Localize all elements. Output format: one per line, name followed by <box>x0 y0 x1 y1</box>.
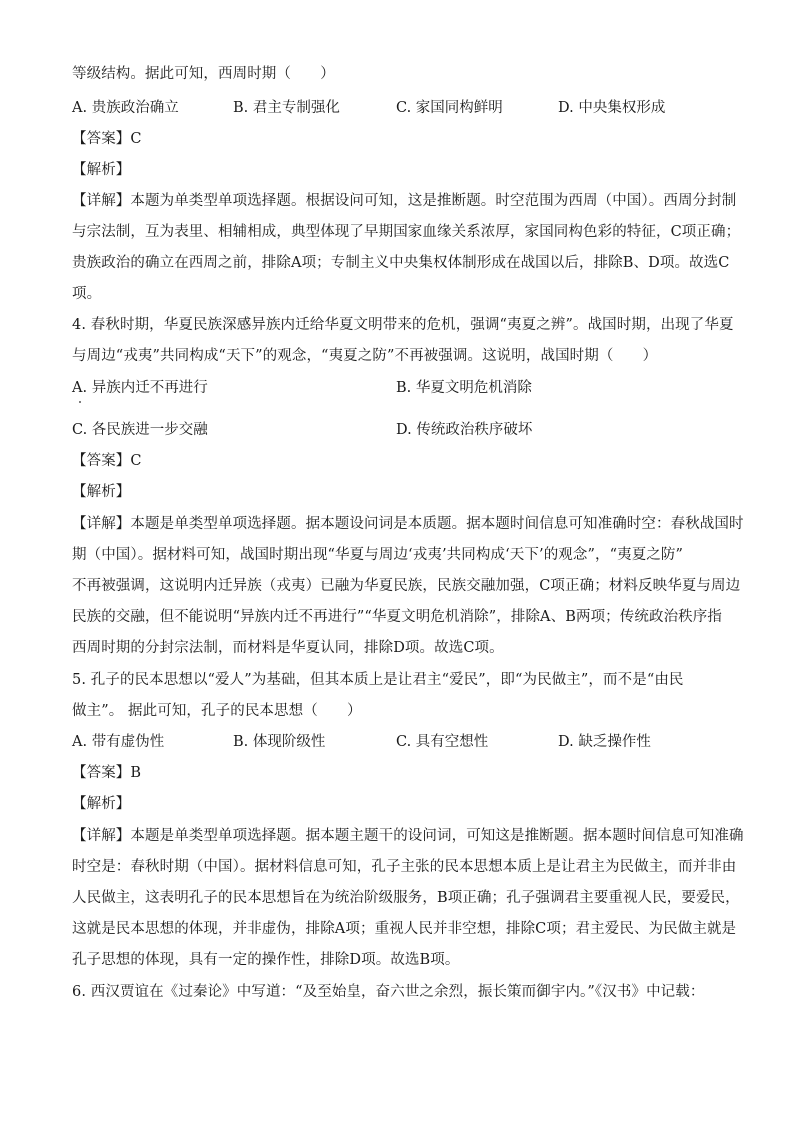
q4-stem-line: 4. 春秋时期，华夏民族深感异族内迁给华夏文明带来的危机，强调“夷夏之辨”。战国时期，出现了华夏 <box>72 317 734 333</box>
q5-option-a: A. 带有虚伪性 <box>72 734 165 750</box>
q5-stem-line: 做主”。 据此可知，孔子的民本思想（ ） <box>72 703 362 719</box>
q4-detail-line: 不再被强调，这说明内迁异族（戎夷）已融为华夏民族，民族交融加强，C项正确；材料反映华夏与周边 <box>72 578 741 594</box>
q5-option-b: B. 体现阶级性 <box>233 734 326 750</box>
q4-detail-line: 西周时期的分封宗法制，而材料是华夏认同，排除D项。故选C项。 <box>72 640 504 656</box>
q5-option-c: C. 具有空想性 <box>396 734 489 750</box>
q4-option-c: C. 各民族进一步交融 <box>72 422 208 438</box>
q5-detail-line: 人民做主，这表明孔子的民本思想旨在为统治阶级服务，B项正确；孔子强调君主要重视人民，要爱民， <box>72 890 740 906</box>
q5-analysis-heading: 【解析】 <box>72 796 131 812</box>
q3-option-d: D. 中央集权形成 <box>558 100 666 116</box>
q5-stem-line: 5. 孔子的民本思想以“爱人”为基础，但其本质上是让君主“爱民”，即“为民做主”，而不是“由民 <box>72 672 684 688</box>
q3-analysis-heading: 【解析】 <box>72 162 131 178</box>
q4-option-d: D. 传统政治秩序破坏 <box>396 422 533 438</box>
q4-detail-line: 民族的交融，但不能说明“异族内迁不再进行”“华夏文明危机消除”，排除A、B两项；传统政治秩序指 <box>72 609 722 625</box>
q5-detail-line: 这就是民本思想的体现，并非虚伪，排除A项；重视人民并非空想，排除C项；君主爱民、为民做主就是 <box>72 921 737 937</box>
q4-detail-line: 【详解】本题是单类型单项选择题。据本题设问词是本质题。据本题时间信息可知准确时空：春秋战国时 <box>72 516 744 532</box>
q4-option-b: B. 华夏文明危机消除 <box>396 380 532 396</box>
q3-detail-line: 【详解】本题为单类型单项选择题。根据设问可知，这是推断题。时空范围为西周（中国）。西周分封制 <box>72 193 737 209</box>
q4-analysis-heading: 【解析】 <box>72 484 131 500</box>
q3-detail-line: 贵族政治的确立在西周之前，排除A项；专制主义中央集权体制形成在战国以后，排除B、D项。故选C <box>72 255 730 271</box>
stray-mark <box>79 401 81 403</box>
q4-detail-line: 期（中国）。据材料可知，战国时期出现“华夏与周边‘戎夷’共同构成‘天下’的观念”，“夷夏之防” <box>72 547 684 563</box>
q3-option-a: A. 贵族政治确立 <box>72 100 179 116</box>
q5-detail-line: 孔子思想的体现，具有一定的操作性，排除D项。故选B项。 <box>72 952 460 968</box>
q3-detail-line: 与宗法制，互为表里、相辅相成，典型体现了早期国家血缘关系浓厚，家国同构色彩的特征，C项正确； <box>72 224 741 240</box>
q6-stem-line: 6. 西汉贾谊在《过秦论》中写道：“及至始皇，奋六世之余烈，振长策而御宇内。”《汉书》中记载： <box>72 984 705 1000</box>
q3-answer: 【答案】C <box>72 131 142 147</box>
q5-answer: 【答案】B <box>72 765 142 781</box>
q3-stem-tail: 等级结构。据此可知，西周时期（ ） <box>72 66 335 82</box>
q3-option-b: B. 君主专制强化 <box>233 100 340 116</box>
q5-option-d: D. 缺乏操作性 <box>558 734 651 750</box>
q3-option-c: C. 家国同构鲜明 <box>396 100 503 116</box>
q4-stem-line: 与周边“戎夷”共同构成“天下”的观念，“夷夏之防”不再被强调。这说明，战国时期（ ） <box>72 348 658 364</box>
q3-detail-line: 项。 <box>72 286 102 302</box>
q4-option-a: A. 异族内迁不再进行 <box>72 380 208 396</box>
q5-detail-line: 【详解】本题是单类型单项选择题。据本题主题干的设问词，可知这是推断题。据本题时间信息可知准确 <box>72 828 744 844</box>
q4-answer: 【答案】C <box>72 453 142 469</box>
q5-detail-line: 时空是：春秋时期（中国）。据材料信息可知，孔子主张的民本思想本质上是让君主为民做主，而并非由 <box>72 859 737 875</box>
